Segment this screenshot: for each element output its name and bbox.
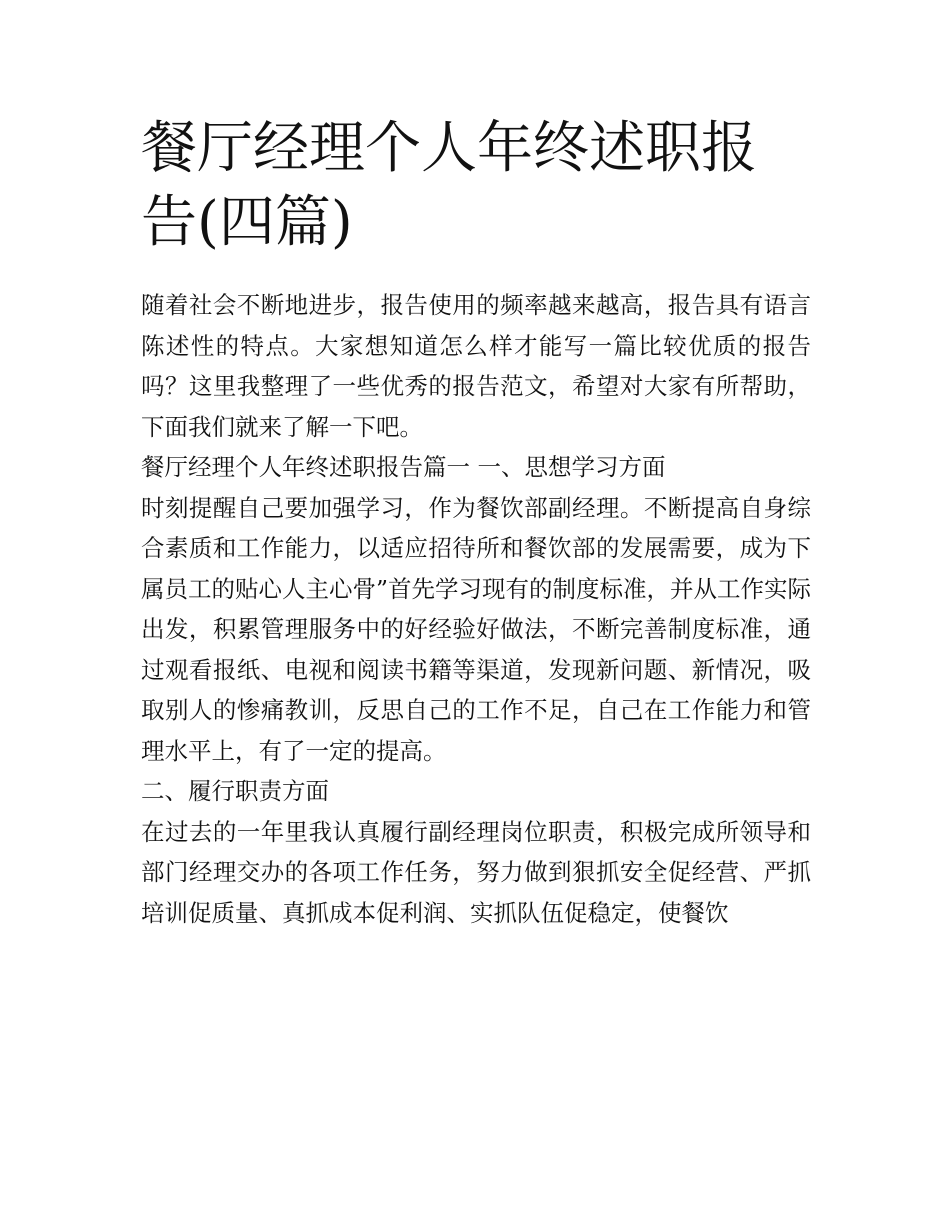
title-spacer xyxy=(141,260,811,285)
document-title: 餐厅经理个人年终述职报告(四篇) xyxy=(141,116,757,255)
document-content xyxy=(141,112,811,933)
section-2-heading: 二、履行职责方面 xyxy=(141,777,329,805)
intro-paragraph: 随着社会不断地进步，报告使用的频率越来越高，报告具有语言陈述性的特点。大家想知道怎么样才能写一篇比较优质的报告吗？这里我整理了一些优秀的报告范文，希望对大家有所帮助，下面我们就来了解一下吧。 xyxy=(141,291,811,441)
section-1-paragraph: 时刻提醒自己要加强学习，作为餐饮部副经理。不断提高自身综合素质和工作能力，以适应招待所和餐饮部的发展需要，成为下属员工的贴心人主心骨”首先学习现有的制度标准，并从工作实际出发，积累管理服务中的好经验好做法，不断完善制度标准，通过观看报纸、电视和阅读书籍等渠道，发现新问题、新情况，吸取别人的惨痛教训，反思自己的工作不足，自己在工作能力和管理水平上，有了一定的提高。 xyxy=(141,493,812,765)
section-2-paragraph: 在过去的一年里我认真履行副经理岗位职责，积极完成所领导和部门经理交办的各项工作任务，努力做到狠抓安全促经营、严抓培训促质量、真抓成本促利润、实抓队伍促稳定，使餐饮 xyxy=(141,817,811,927)
section-1-heading: 餐厅经理个人年终述职报告篇一 一、思想学习方面 xyxy=(141,453,666,481)
